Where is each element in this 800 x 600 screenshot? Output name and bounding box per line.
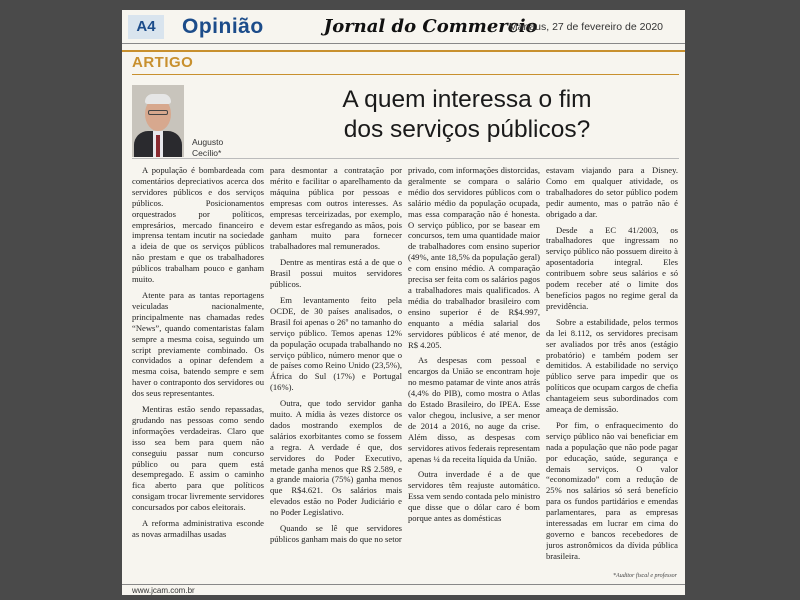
paragraph: Desde a EC 41/2003, os trabalhadores que ingressam no serviço público não possuem direito à aposentadoria integral. Eles contribuem sobre seus salários e só podem receber até o limite dos benefícios pagos no regime geral da previdência.: [546, 224, 678, 311]
paragraph: Dentre as mentiras está a de que o Brasil possui muitos servidores públicos.: [270, 257, 402, 290]
newspaper-logo: Jornal do Commercio: [323, 16, 538, 37]
paragraph: privado, com informações distorcidas, geralmente se compara o salário médio dos servidores públicos com o salário médio da população ocupada, mas essa comparação não é honesta. O serviço público, por se basear em concursos, tem uma quantidade maior de trabalhadores com ensino superior (49%, ante 18,5% da população geral) e com ensino médio. A comparação precisa ser feita com os salários pagos a trabalhadores mais qualificados. A média do trabalhador brasileiro com ensino superior é de R$4.997, enquanto a média salarial dos servidores públicos é até menor, de R$ 4.205.: [408, 165, 540, 350]
headline-line-1: A quem interessa o fim: [342, 86, 592, 113]
paragraph: A reforma administrativa esconde as novas armadilhas usadas: [132, 518, 264, 539]
paragraph: Sobre a estabilidade, pelos termos da lei 8.112, os servidores precisam ser avaliados por três anos (estágio probatório) e também podem ser demitidos. A estabilidade no serviço público serve para impedir que os políticos que ocupam cargos de chefia chantageiem seus subordinados com ameaça de demissão.: [546, 316, 678, 415]
author-byline: [192, 137, 223, 159]
author-last-name: Cecílio*: [192, 148, 222, 158]
article-column-1: [132, 165, 264, 570]
section-title: Opinião: [182, 14, 264, 38]
paragraph: Outra, que todo servidor ganha muito. A mídia às vezes distorce os dados mostrando exemplos de salários exorbitantes como se fossem a regra. A verdade é que, dos servidores do Poder Executivo, metade ganha menos que R$ 2.589, e a grande maioria (75%) ganha menos que R$4.621. Os salários mais elevados estão no Poder Judiciário e no Poder Legislativo.: [270, 398, 402, 518]
paragraph: estavam viajando para a Disney. Como em qualquer atividade, os trabalhadores do setor público podem pedir aumento, mas o patrão não é obrigado a dar.: [546, 165, 678, 219]
article-column-2: [270, 165, 402, 570]
author-first-name: Augusto: [192, 137, 224, 147]
paragraph: Mentiras estão sendo repassadas, grudando nas pessoas como sendo informações verdadeiras. Claro que isso sea bem para quem não conseguiu passar num concurso público ou para quem está desempregado. E assim o caminho fica aberto para que políticos consigam trocar livremente servidores concursados por cabos eleitorais.: [132, 404, 264, 513]
author-footnote: *Auditor fiscal e professor: [613, 573, 677, 579]
paragraph: para desmontar a contratação por mérito e facilitar o aparelhamento da máquina pública por pessoas e empresas com outros interesses. As empresas terceirizadas, por exemplo, devem estar esfregando as mãos, pois ganham muito para fornecer trabalhadores mal remunerados.: [270, 165, 402, 252]
article-kicker: ARTIGO: [132, 54, 194, 71]
paragraph: Outra inverdade é a de que servidores têm reajuste automático. Essa vem sendo contada pelo ministro que disse que o dólar caro é bom porque antes as domésticas: [408, 469, 540, 524]
author-photo: [132, 85, 184, 157]
paragraph: Em levantamento feito pela OCDE, de 30 países analisados, o Brasil foi apenas o 26º no tamanho do serviço público. Temos apenas 12% da população ocupada trabalhando no serviço público, número menor que o de países como Reino Unido (23,5%), África do Sul (17%) e Portugal (16%).: [270, 294, 402, 393]
paragraph: Atente para as tantas reportagens veiculadas nacionalmente, principalmente nas chamadas redes “News”, quando comentaristas falam sempre a mesma coisa, seguindo um script previamente combinado. Os convidados a opinar defendem a mesma coisa, batendo sempre e sem haver o contraponto dos servidores ou dos seus representantes.: [132, 289, 264, 399]
footer-url: www.jcam.com.br: [132, 586, 195, 595]
edition-date: Manaus, 27 de fevereiro de 2020: [508, 20, 663, 33]
paragraph: A população é bombardeada com comentários depreciativos acerca dos servidores públicos e dos serviços públicos. Posicionamentos orquestrados por políticos, empresários, mercado financeiro e imprensa tentam incutir na sociedade a ideia de que os serviços públicos não prestam e que os trabalhadores públicos trabalham pouco e ganham muito.: [132, 165, 264, 285]
paragraph: Quando se lê que servidores públicos ganham mais do que no setor: [270, 523, 402, 544]
headline-divider: [132, 158, 679, 159]
article-headline: [262, 85, 672, 145]
kicker-bar: [122, 50, 685, 72]
footer-divider: [122, 584, 685, 585]
kicker-divider: [132, 74, 679, 75]
article-column-3: [408, 165, 540, 570]
newspaper-page: [122, 10, 685, 595]
paragraph: As despesas com pessoal e encargos da União se encontram hoje no mesmo patamar de vinte anos atrás (4,4% do PIB), como mostra o Atlas do Estado Brasileiro, do IPEA. Esse valor chegou, inclusive, a ser menor de 2014 a 2016, no auge da crise. Além disso, as despesas com servidores ativos federais representam apenas ¼ da receita líquida da União.: [408, 355, 540, 464]
headline-line-2: dos serviços públicos?: [343, 116, 591, 143]
page-number: A4: [128, 15, 164, 39]
paragraph: Por fim, o enfraquecimento do serviço público não vai beneficiar em nada a população que não pode pagar por educação, saúde, segurança e demais serviços. O valor “economizado” com a redução de 25% nos salários só será benefício para os fundos partidários e emendas parlamentares, para as empresas interessadas em lucrar em cima do governo e bancos recebedores de juros astronômicos da dívida pública brasileira.: [546, 419, 678, 561]
masthead: [122, 10, 685, 44]
article-body: [132, 165, 678, 570]
article-column-4: [546, 165, 678, 570]
